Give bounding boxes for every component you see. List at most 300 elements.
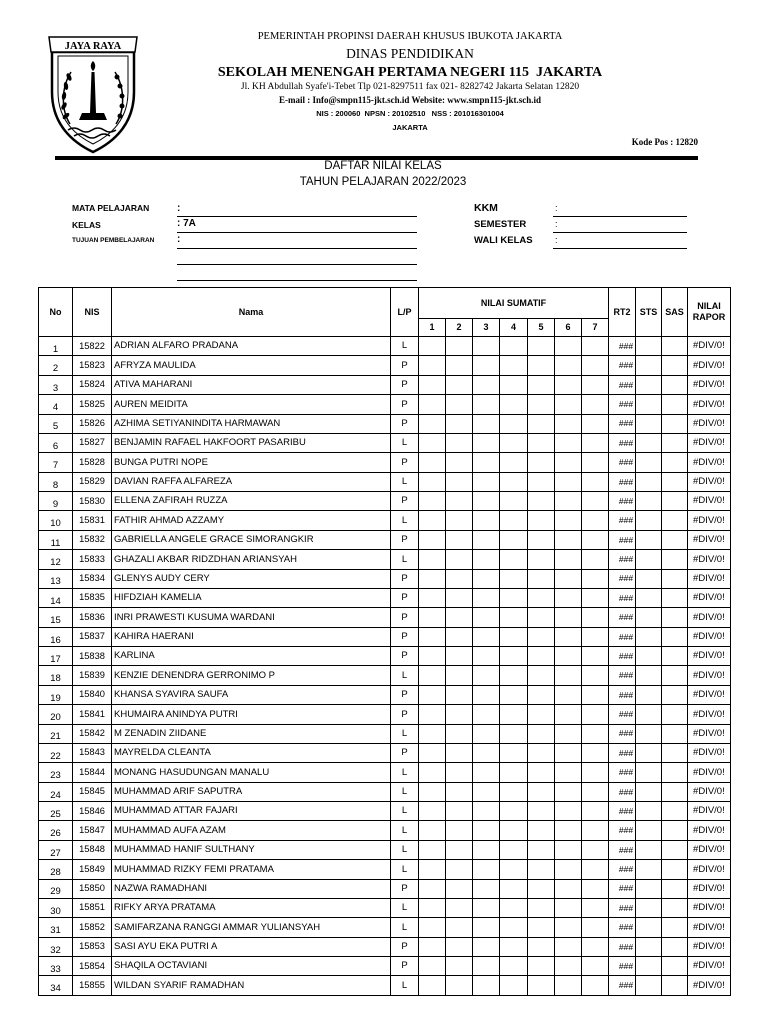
- table-row: [39, 472, 731, 491]
- report-grade-cell: #DIV/0!: [688, 840, 731, 859]
- rt2-cell: ###: [609, 608, 636, 627]
- summative-score-2-cell: [446, 937, 473, 956]
- report-grade-cell: #DIV/0!: [688, 433, 731, 452]
- rt2-cell: ###: [609, 918, 636, 937]
- summative-score-4-cell: [500, 511, 528, 530]
- summative-score-2-cell: [446, 433, 473, 452]
- postal-code: Kode Pos : 12820: [631, 137, 698, 147]
- summative-score-6-cell: [555, 492, 582, 511]
- summative-score-2-cell: [446, 743, 473, 762]
- summative-score-3-cell: [473, 608, 500, 627]
- summative-score-1-cell: [419, 685, 446, 704]
- sts-cell: [636, 433, 662, 452]
- summative-score-2-cell: [446, 569, 473, 588]
- student-name-cell: GLENYS AUDY CERY: [112, 569, 391, 588]
- sts-cell: [636, 492, 662, 511]
- row-number-cell: 16: [39, 627, 73, 646]
- summative-score-5-cell: [528, 375, 555, 394]
- nis-cell: 15852: [73, 918, 112, 937]
- summative-score-4-cell: [500, 743, 528, 762]
- summative-score-2-cell: [446, 685, 473, 704]
- report-grade-cell: #DIV/0!: [688, 976, 731, 995]
- sas-cell: [662, 627, 688, 646]
- student-name-cell: MONANG HASUDUNGAN MANALU: [112, 763, 391, 782]
- summative-score-6-cell: [555, 511, 582, 530]
- rt2-cell: ###: [609, 937, 636, 956]
- sts-cell: [636, 375, 662, 394]
- student-name-cell: KARLINA: [112, 647, 391, 666]
- summative-score-1-cell: [419, 976, 446, 995]
- summative-score-7-cell: [582, 724, 609, 743]
- summative-score-3-cell: [473, 550, 500, 569]
- objective-underline: [177, 248, 417, 249]
- summative-score-4-cell: [500, 782, 528, 801]
- summative-score-2-cell: [446, 957, 473, 976]
- header-nis: NIS: [73, 288, 112, 337]
- summative-score-5-cell: [528, 860, 555, 879]
- summative-score-1-cell: [419, 395, 446, 414]
- table-row: [39, 724, 731, 743]
- rt2-cell: ###: [609, 898, 636, 917]
- sas-cell: [662, 957, 688, 976]
- summative-score-2-cell: [446, 918, 473, 937]
- student-name-cell: HIFDZIAH KAMELIA: [112, 588, 391, 607]
- grade-table: [38, 287, 731, 996]
- summative-score-6-cell: [555, 724, 582, 743]
- student-name-cell: AFRYZA MAULIDA: [112, 356, 391, 375]
- nis-cell: 15853: [73, 937, 112, 956]
- nis-cell: 15846: [73, 802, 112, 821]
- monument-base-icon: [79, 113, 107, 120]
- gender-cell: P: [391, 608, 419, 627]
- sas-cell: [662, 414, 688, 433]
- summative-score-7-cell: [582, 337, 609, 356]
- report-grade-cell: #DIV/0!: [688, 685, 731, 704]
- summative-score-4-cell: [500, 802, 528, 821]
- row-number-cell: 3: [39, 375, 73, 394]
- summative-score-7-cell: [582, 743, 609, 762]
- sts-cell: [636, 802, 662, 821]
- student-name-cell: SASI AYU EKA PUTRI A: [112, 937, 391, 956]
- header-gender: L/P: [391, 288, 419, 337]
- rt2-cell: ###: [609, 492, 636, 511]
- school-name: SEKOLAH MENENGAH PERTAMA NEGERI 115 JAKARTA: [217, 65, 603, 80]
- summative-score-1-cell: [419, 569, 446, 588]
- summative-score-3-cell: [473, 743, 500, 762]
- summative-score-6-cell: [555, 433, 582, 452]
- row-number-cell: 13: [39, 569, 73, 588]
- summative-score-3-cell: [473, 375, 500, 394]
- summative-score-1-cell: [419, 763, 446, 782]
- summative-score-3-cell: [473, 337, 500, 356]
- summative-score-4-cell: [500, 453, 528, 472]
- summative-score-4-cell: [500, 588, 528, 607]
- sas-cell: [662, 433, 688, 452]
- summative-score-4-cell: [500, 375, 528, 394]
- rt2-cell: ###: [609, 743, 636, 762]
- header-name: Nama: [112, 288, 391, 337]
- sas-cell: [662, 337, 688, 356]
- objective-label: TUJUAN PEMBELAJARAN: [72, 237, 155, 244]
- summative-score-5-cell: [528, 433, 555, 452]
- student-name-cell: AZHIMA SETIYANINDITA HARMAWAN: [112, 414, 391, 433]
- summative-score-1-cell: [419, 705, 446, 724]
- report-grade-cell: #DIV/0!: [688, 821, 731, 840]
- nis-cell: 15834: [73, 569, 112, 588]
- summative-score-4-cell: [500, 937, 528, 956]
- summative-score-3-cell: [473, 627, 500, 646]
- report-grade-cell: #DIV/0!: [688, 627, 731, 646]
- summative-score-1-cell: [419, 840, 446, 859]
- summative-score-5-cell: [528, 782, 555, 801]
- summative-score-6-cell: [555, 705, 582, 724]
- header-sts: STS: [636, 288, 662, 337]
- summative-score-5-cell: [528, 743, 555, 762]
- gender-cell: P: [391, 414, 419, 433]
- table-row: [39, 647, 731, 666]
- summative-score-3-cell: [473, 492, 500, 511]
- summative-score-7-cell: [582, 472, 609, 491]
- summative-score-2-cell: [446, 666, 473, 685]
- rt2-cell: ###: [609, 957, 636, 976]
- summative-score-2-cell: [446, 976, 473, 995]
- summative-score-7-cell: [582, 879, 609, 898]
- summative-score-4-cell: [500, 569, 528, 588]
- table-row: [39, 492, 731, 511]
- row-number-cell: 6: [39, 433, 73, 452]
- summative-score-4-cell: [500, 472, 528, 491]
- row-number-cell: 32: [39, 937, 73, 956]
- report-grade-cell: #DIV/0!: [688, 763, 731, 782]
- sas-cell: [662, 705, 688, 724]
- sts-cell: [636, 569, 662, 588]
- summative-score-1-cell: [419, 530, 446, 549]
- summative-score-5-cell: [528, 492, 555, 511]
- nis-cell: 15854: [73, 957, 112, 976]
- report-grade-cell: #DIV/0!: [688, 375, 731, 394]
- table-row: [39, 433, 731, 452]
- summative-score-2-cell: [446, 414, 473, 433]
- summative-score-6-cell: [555, 957, 582, 976]
- sts-cell: [636, 414, 662, 433]
- summative-score-4-cell: [500, 647, 528, 666]
- nis-cell: 15842: [73, 724, 112, 743]
- summative-score-6-cell: [555, 937, 582, 956]
- summative-score-6-cell: [555, 898, 582, 917]
- rt2-cell: ###: [609, 375, 636, 394]
- rt2-cell: ###: [609, 395, 636, 414]
- table-row: [39, 530, 731, 549]
- summative-score-6-cell: [555, 375, 582, 394]
- table-row: [39, 918, 731, 937]
- summative-score-1-cell: [419, 647, 446, 666]
- summative-score-5-cell: [528, 569, 555, 588]
- gender-cell: P: [391, 492, 419, 511]
- sts-cell: [636, 666, 662, 685]
- summative-score-1-cell: [419, 666, 446, 685]
- nis-cell: 15825: [73, 395, 112, 414]
- report-grade-cell: #DIV/0!: [688, 879, 731, 898]
- sas-cell: [662, 569, 688, 588]
- summative-score-5-cell: [528, 763, 555, 782]
- summative-score-5-cell: [528, 724, 555, 743]
- gender-cell: P: [391, 705, 419, 724]
- student-name-cell: KHANSA SYAVIRA SAUFA: [112, 685, 391, 704]
- sas-cell: [662, 356, 688, 375]
- sas-cell: [662, 608, 688, 627]
- summative-score-2-cell: [446, 375, 473, 394]
- sas-cell: [662, 763, 688, 782]
- table-row: [39, 743, 731, 762]
- summative-score-3-cell: [473, 530, 500, 549]
- summative-score-7-cell: [582, 976, 609, 995]
- row-number-cell: 23: [39, 763, 73, 782]
- gender-cell: P: [391, 647, 419, 666]
- nis-cell: 15847: [73, 821, 112, 840]
- sas-cell: [662, 840, 688, 859]
- summative-score-7-cell: [582, 821, 609, 840]
- table-row: [39, 976, 731, 995]
- summative-score-6-cell: [555, 860, 582, 879]
- summative-score-4-cell: [500, 860, 528, 879]
- objective-underline-3: [177, 280, 417, 281]
- summative-score-5-cell: [528, 957, 555, 976]
- summative-score-7-cell: [582, 647, 609, 666]
- summative-score-3-cell: [473, 860, 500, 879]
- student-name-cell: SHAQILA OCTAVIANI: [112, 957, 391, 976]
- row-number-cell: 34: [39, 976, 73, 995]
- summative-score-2-cell: [446, 588, 473, 607]
- summative-score-3-cell: [473, 356, 500, 375]
- summative-score-2-cell: [446, 530, 473, 549]
- gender-cell: P: [391, 588, 419, 607]
- report-grade-cell: #DIV/0!: [688, 898, 731, 917]
- summative-score-5-cell: [528, 511, 555, 530]
- summative-score-7-cell: [582, 375, 609, 394]
- report-grade-cell: #DIV/0!: [688, 608, 731, 627]
- header-sas: SAS: [662, 288, 688, 337]
- summative-score-6-cell: [555, 763, 582, 782]
- summative-score-1-cell: [419, 860, 446, 879]
- row-number-cell: 27: [39, 840, 73, 859]
- student-name-cell: RIFKY ARYA PRATAMA: [112, 898, 391, 917]
- summative-score-4-cell: [500, 957, 528, 976]
- summative-score-4-cell: [500, 685, 528, 704]
- header-summative-5: 5: [528, 319, 555, 337]
- semester-underline: [553, 232, 687, 233]
- nis-cell: 15832: [73, 530, 112, 549]
- sas-cell: [662, 976, 688, 995]
- summative-score-6-cell: [555, 976, 582, 995]
- summative-score-4-cell: [500, 724, 528, 743]
- summative-score-6-cell: [555, 569, 582, 588]
- rt2-cell: ###: [609, 588, 636, 607]
- student-name-cell: MUHAMMAD RIZKY FEMI PRATAMA: [112, 860, 391, 879]
- rt2-cell: ###: [609, 569, 636, 588]
- summative-score-7-cell: [582, 685, 609, 704]
- summative-score-6-cell: [555, 627, 582, 646]
- nis-cell: 15833: [73, 550, 112, 569]
- gender-cell: L: [391, 802, 419, 821]
- summative-score-5-cell: [528, 550, 555, 569]
- report-grade-cell: #DIV/0!: [688, 802, 731, 821]
- summative-score-4-cell: [500, 976, 528, 995]
- table-row: [39, 763, 731, 782]
- student-name-cell: MUHAMMAD AUFA AZAM: [112, 821, 391, 840]
- table-row: [39, 821, 731, 840]
- summative-score-6-cell: [555, 337, 582, 356]
- student-name-cell: GHAZALI AKBAR RIDZDHAN ARIANSYAH: [112, 550, 391, 569]
- summative-score-3-cell: [473, 957, 500, 976]
- sas-cell: [662, 879, 688, 898]
- summative-score-4-cell: [500, 337, 528, 356]
- gender-cell: P: [391, 879, 419, 898]
- sas-cell: [662, 453, 688, 472]
- school-identifiers: NIS : 200060 NPSN : 20102510 NSS : 201016301004: [316, 109, 504, 118]
- summative-score-3-cell: [473, 821, 500, 840]
- sts-cell: [636, 782, 662, 801]
- summative-score-7-cell: [582, 782, 609, 801]
- summative-score-3-cell: [473, 802, 500, 821]
- summative-score-2-cell: [446, 511, 473, 530]
- summative-score-1-cell: [419, 724, 446, 743]
- school-contact: E-mail : Info@smpn115-jkt.sch.id Website: www.smpn115-jkt.sch.id: [279, 95, 541, 105]
- summative-score-1-cell: [419, 743, 446, 762]
- row-number-cell: 28: [39, 860, 73, 879]
- rt2-cell: ###: [609, 976, 636, 995]
- report-grade-cell: #DIV/0!: [688, 492, 731, 511]
- summative-score-7-cell: [582, 550, 609, 569]
- table-row: [39, 608, 731, 627]
- sas-cell: [662, 492, 688, 511]
- summative-score-5-cell: [528, 608, 555, 627]
- summative-score-4-cell: [500, 918, 528, 937]
- row-number-cell: 11: [39, 530, 73, 549]
- summative-score-2-cell: [446, 356, 473, 375]
- sts-cell: [636, 472, 662, 491]
- summative-score-6-cell: [555, 743, 582, 762]
- summative-score-3-cell: [473, 511, 500, 530]
- sts-cell: [636, 763, 662, 782]
- sas-cell: [662, 743, 688, 762]
- gender-cell: L: [391, 976, 419, 995]
- table-header-row: [39, 288, 731, 319]
- summative-score-1-cell: [419, 588, 446, 607]
- row-number-cell: 4: [39, 395, 73, 414]
- summative-score-3-cell: [473, 453, 500, 472]
- report-grade-cell: #DIV/0!: [688, 511, 731, 530]
- row-number-cell: 26: [39, 821, 73, 840]
- summative-score-1-cell: [419, 375, 446, 394]
- summative-score-5-cell: [528, 976, 555, 995]
- report-grade-cell: #DIV/0!: [688, 860, 731, 879]
- student-name-cell: ELLENA ZAFIRAH RUZZA: [112, 492, 391, 511]
- summative-score-7-cell: [582, 802, 609, 821]
- rt2-cell: ###: [609, 705, 636, 724]
- nis-cell: 15845: [73, 782, 112, 801]
- gender-cell: L: [391, 763, 419, 782]
- summative-score-3-cell: [473, 879, 500, 898]
- summative-score-6-cell: [555, 550, 582, 569]
- summative-score-3-cell: [473, 588, 500, 607]
- summative-score-5-cell: [528, 802, 555, 821]
- student-name-cell: KAHIRA HAERANI: [112, 627, 391, 646]
- gender-cell: L: [391, 821, 419, 840]
- table-row: [39, 550, 731, 569]
- summative-score-7-cell: [582, 356, 609, 375]
- sts-cell: [636, 550, 662, 569]
- gender-cell: P: [391, 937, 419, 956]
- summative-score-7-cell: [582, 453, 609, 472]
- table-row: [39, 937, 731, 956]
- row-number-cell: 8: [39, 472, 73, 491]
- summative-score-2-cell: [446, 647, 473, 666]
- summative-score-3-cell: [473, 898, 500, 917]
- table-row: [39, 511, 731, 530]
- summative-score-7-cell: [582, 898, 609, 917]
- gender-cell: L: [391, 666, 419, 685]
- table-row: [39, 705, 731, 724]
- summative-score-3-cell: [473, 647, 500, 666]
- summative-score-4-cell: [500, 356, 528, 375]
- summative-score-5-cell: [528, 453, 555, 472]
- table-row: [39, 453, 731, 472]
- summative-score-1-cell: [419, 627, 446, 646]
- document-title: DAFTAR NILAI KELAS: [324, 160, 442, 172]
- summative-score-6-cell: [555, 685, 582, 704]
- summative-score-6-cell: [555, 530, 582, 549]
- summative-score-5-cell: [528, 666, 555, 685]
- jaya-raya-logo: [46, 34, 140, 154]
- student-name-cell: NAZWA RAMADHANI: [112, 879, 391, 898]
- gender-cell: L: [391, 433, 419, 452]
- student-name-cell: MUHAMMAD HANIF SULTHANY: [112, 840, 391, 859]
- summative-score-1-cell: [419, 356, 446, 375]
- summative-score-1-cell: [419, 937, 446, 956]
- sas-cell: [662, 860, 688, 879]
- summative-score-2-cell: [446, 395, 473, 414]
- summative-score-5-cell: [528, 472, 555, 491]
- nis-cell: 15850: [73, 879, 112, 898]
- nis-cell: 15822: [73, 337, 112, 356]
- sts-cell: [636, 821, 662, 840]
- table-row: [39, 414, 731, 433]
- summative-score-4-cell: [500, 627, 528, 646]
- summative-score-7-cell: [582, 588, 609, 607]
- report-grade-cell: #DIV/0!: [688, 530, 731, 549]
- summative-score-4-cell: [500, 395, 528, 414]
- sas-cell: [662, 802, 688, 821]
- table-row: [39, 588, 731, 607]
- sas-cell: [662, 511, 688, 530]
- summative-score-7-cell: [582, 530, 609, 549]
- report-grade-cell: #DIV/0!: [688, 724, 731, 743]
- nis-cell: 15849: [73, 860, 112, 879]
- summative-score-2-cell: [446, 337, 473, 356]
- nis-cell: 15844: [73, 763, 112, 782]
- sts-cell: [636, 840, 662, 859]
- summative-score-6-cell: [555, 647, 582, 666]
- sts-cell: [636, 879, 662, 898]
- summative-score-5-cell: [528, 937, 555, 956]
- summative-score-1-cell: [419, 918, 446, 937]
- summative-score-3-cell: [473, 395, 500, 414]
- header-report-grade: NILAI RAPOR: [688, 288, 731, 337]
- student-name-cell: DAVIAN RAFFA ALFAREZA: [112, 472, 391, 491]
- row-number-cell: 31: [39, 918, 73, 937]
- rt2-cell: ###: [609, 433, 636, 452]
- summative-score-7-cell: [582, 414, 609, 433]
